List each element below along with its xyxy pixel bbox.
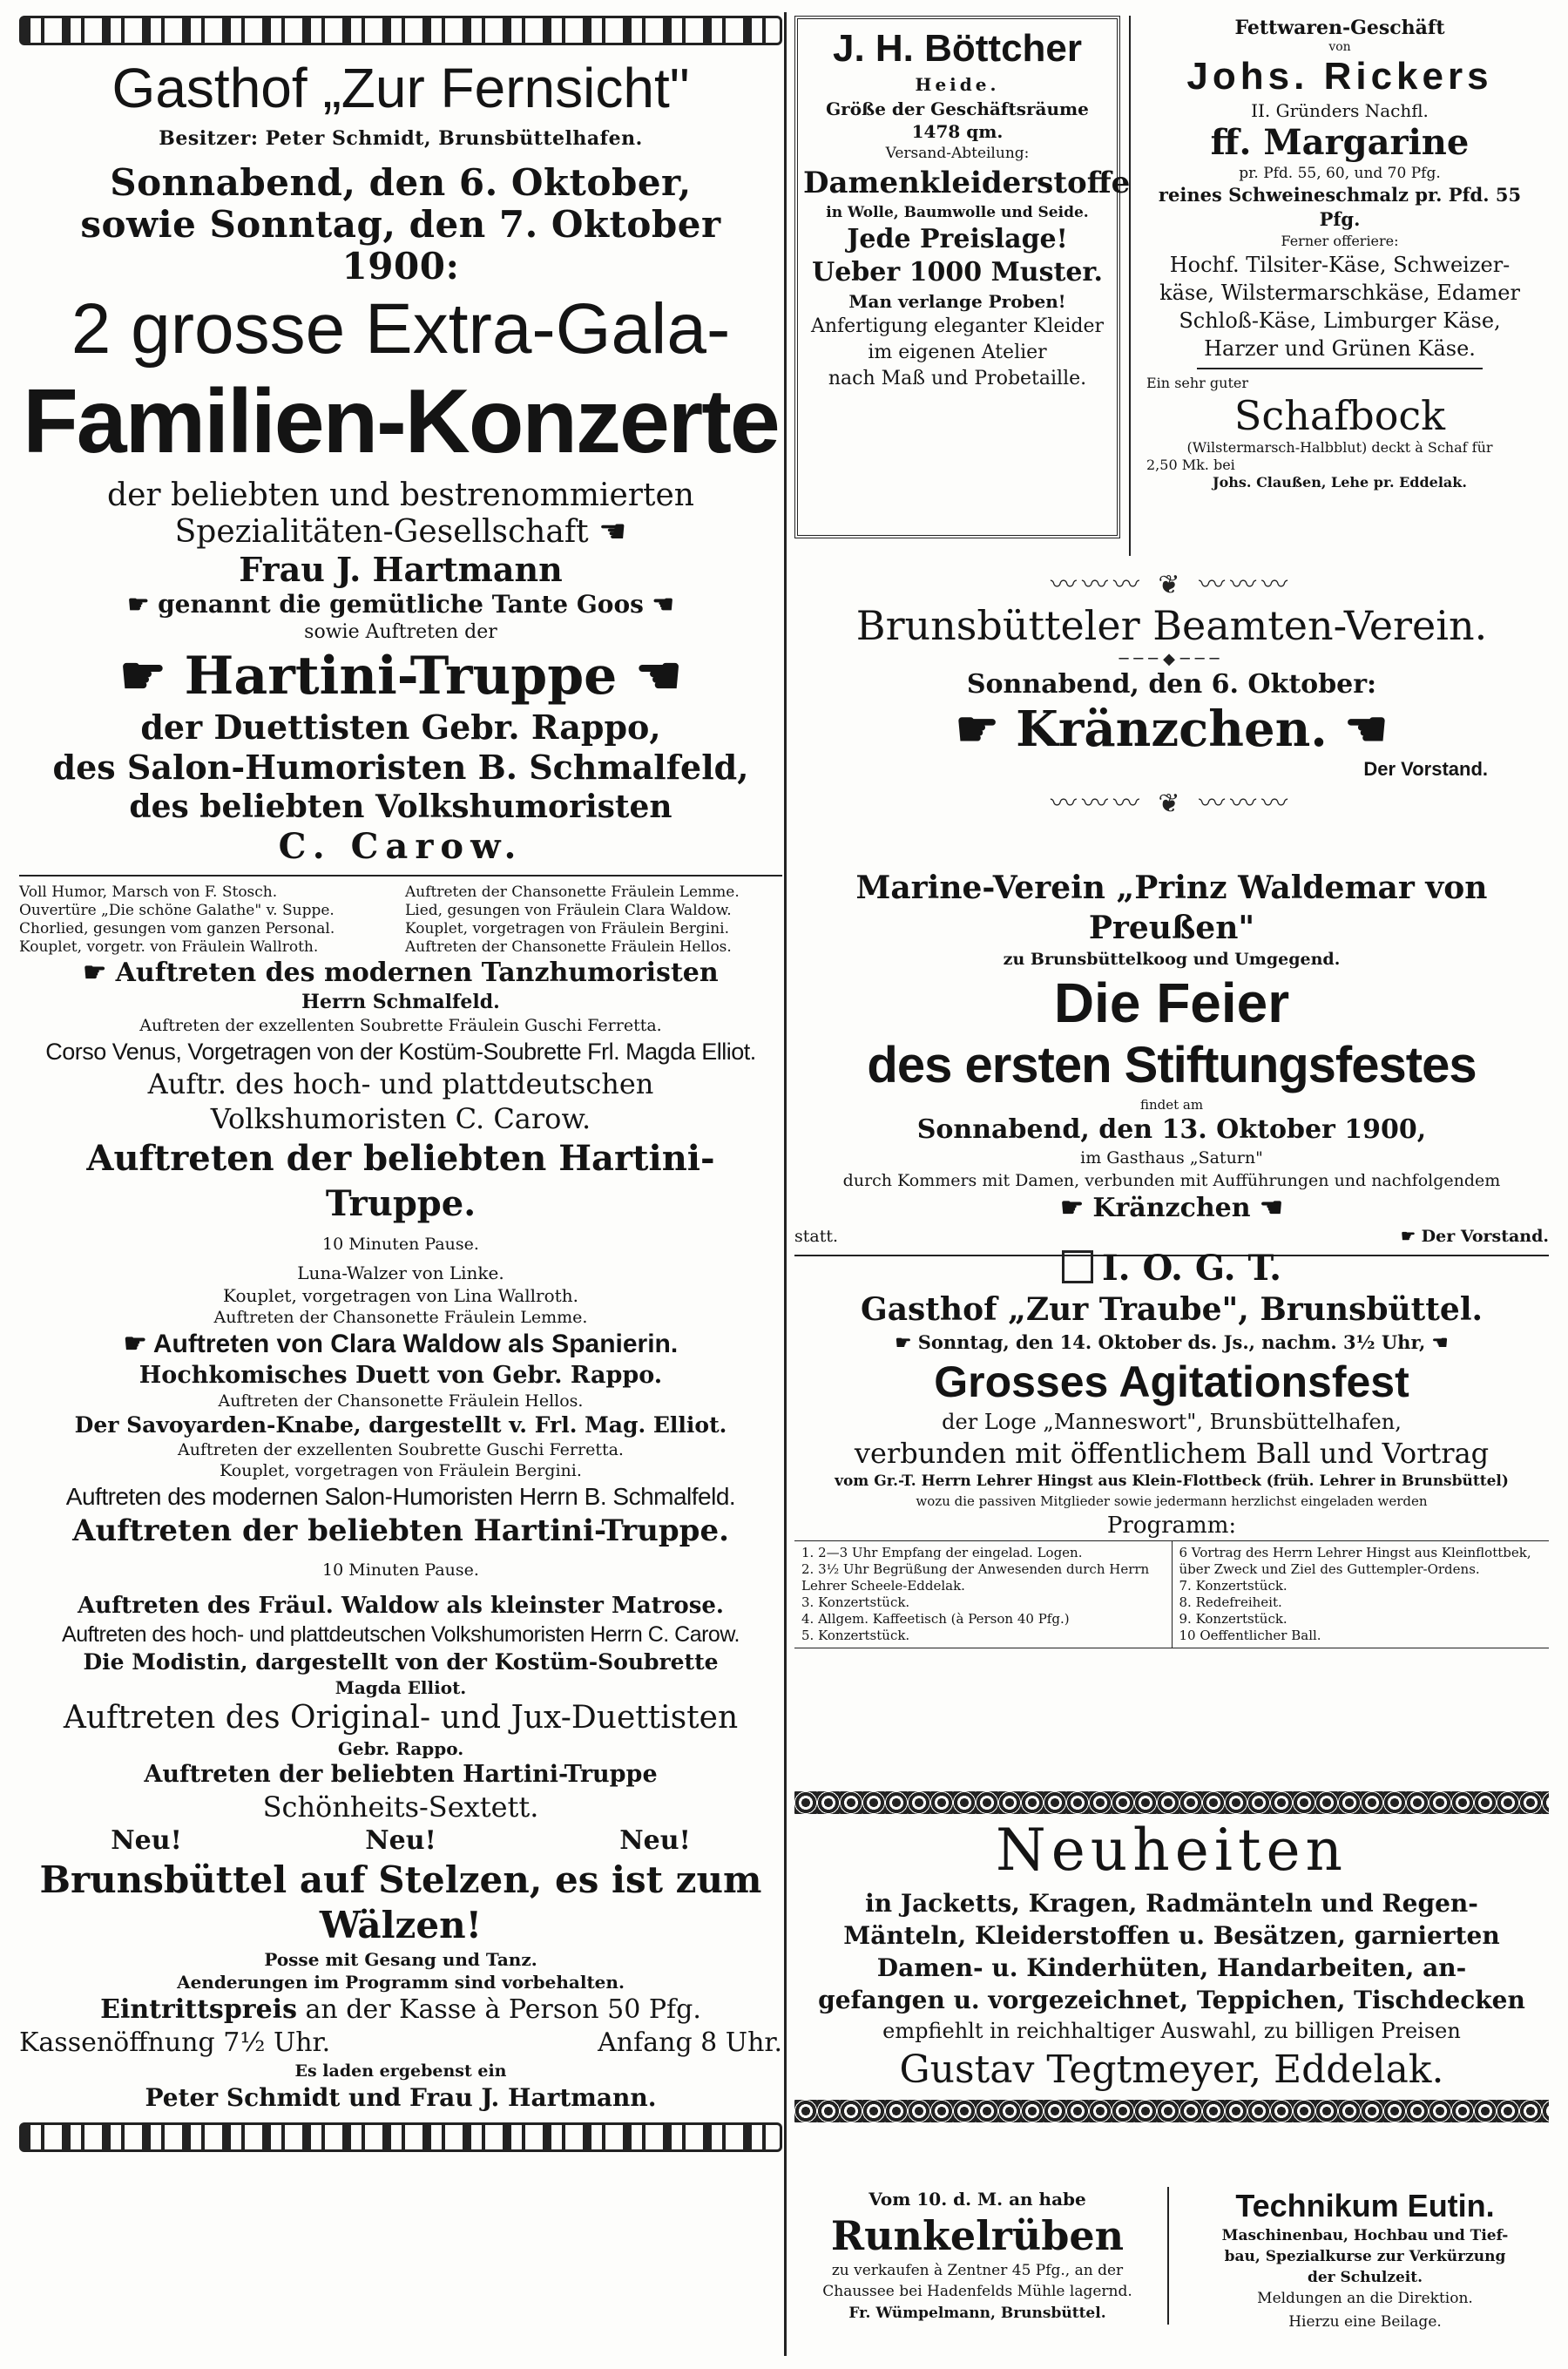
hartini-truppe: ☛ Hartini-Truppe ☚ xyxy=(19,645,782,707)
program-item: Auftreten der beliebten Hartini-Truppe xyxy=(144,1761,658,1788)
rickers-line: 2,50 Mk. bei xyxy=(1146,457,1235,473)
program-item: 3. Konzertstück. xyxy=(801,1594,910,1610)
marine-verein-ad xyxy=(794,868,1549,1263)
iogt-line: vom Gr.-T. Herrn Lehrer Hingst aus Klein-Flottbeck (früh. Lehrer in Brunsbüttel) xyxy=(835,1472,1509,1490)
program-item: 2. 3½ Uhr Begrüßung der Anwesenden durch Herrn Lehrer Scheele-Eddelak. xyxy=(801,1561,1150,1594)
line-sowie: sowie Auftreten der xyxy=(304,621,497,643)
program-item: Corso Venus, Vorgetragen von der Kostüm-Soubrette Frl. Magda Elliot. xyxy=(45,1039,756,1065)
rickers-line: pr. Pfd. 55, 60, und 70 Pfg. xyxy=(1239,165,1441,182)
program-item: 9. Konzertstück. xyxy=(1179,1611,1288,1627)
program-item: 6 Vortrag des Herrn Lehrer Hingst aus Kleinflottbek, über Zweck und Ziel des Guttempler-Ordens. xyxy=(1179,1545,1531,1577)
ornament-border xyxy=(794,1791,1549,1814)
program-item: ☛ Auftreten des modernen Tanzhumoristen xyxy=(19,957,782,990)
owner-line: Besitzer: Peter Schmidt, Brunsbüttelhafen. xyxy=(159,127,643,150)
marine-line: durch Kommers mit Damen, verbunden mit Aufführungen und nachfolgendem xyxy=(842,1171,1501,1190)
date-line-1: Sonnabend, den 6. Oktober, xyxy=(110,161,692,204)
marine-headline-1: Die Feier xyxy=(1053,971,1290,1034)
boettcher-line: Man verlange Proben! xyxy=(848,291,1066,312)
technikum-line: Meldungen an die Direktion. xyxy=(1257,2290,1473,2307)
iogt-programm: Programm: xyxy=(1106,1513,1237,1539)
flourish-icon: 〰〰〰 ❦ 〰〰〰 xyxy=(1050,789,1294,819)
beamten-date: Sonnabend, den 6. Oktober: xyxy=(966,669,1377,700)
line-hartmann: Frau J. Hartmann xyxy=(239,550,563,589)
program-item: Volkshumoristen C. Carow. xyxy=(210,1102,591,1135)
boettcher-line: nach Maß und Probetaille. xyxy=(828,368,1087,389)
neu-label: Neu! xyxy=(365,1825,436,1856)
marine-line: findet am xyxy=(1139,1097,1204,1113)
eintritt-price: an der Kasse à Person 50 Pfg. xyxy=(305,1994,701,2025)
program-item: Die Modistin, dargestellt von der Kostüm-Soubrette xyxy=(83,1649,719,1675)
iogt-line: der Loge „Manneswort", Brunsbüttelhafen, xyxy=(942,1410,1402,1434)
tegtmeyer-name: Gustav Tegtmeyer, Eddelak. xyxy=(899,2047,1444,2092)
program-item: Auftreten der exzellenten Soubrette Guschi Ferretta. xyxy=(178,1440,624,1459)
line-volkshumoristen: des beliebten Volkshumoristen xyxy=(129,789,672,825)
rickers-name: Johs. Rickers xyxy=(1186,55,1493,98)
boettcher-town: Heide. xyxy=(915,74,1000,95)
program-item: Kouplet, vorgetragen von Lina Wallroth. xyxy=(223,1285,578,1306)
iogt-line: verbunden mit öffentlichem Ball und Vortrag xyxy=(854,1437,1490,1470)
boettcher-line: in Wolle, Baumwolle und Seide. xyxy=(826,204,1089,221)
program-item: Der Savoyarden-Knabe, dargestellt v. Frl. Mag. Elliot. xyxy=(74,1412,727,1438)
program-item: 10 Oeffentlicher Ball. xyxy=(1179,1628,1321,1643)
program-item: Auftreten des modernen Salon-Humoristen Herrn B. Schmalfeld. xyxy=(65,1483,736,1510)
program-item: Auftr. des hoch- und plattdeutschen xyxy=(147,1067,654,1100)
tegtmeyer-line: Damen- u. Kinderhüten, Handarbeiten, an- xyxy=(876,1953,1467,1982)
technikum-ad xyxy=(1181,2187,1549,2335)
ornament-border xyxy=(794,2100,1549,2122)
rickers-line: von xyxy=(1328,40,1351,54)
tegtmeyer-line: Mänteln, Kleiderstoffen u. Besätzen, garnierten xyxy=(843,1921,1500,1950)
iogt-line: ☛ Sonntag, den 14. Oktober ds. Js., nachm. 3½ Uhr, ☚ xyxy=(794,1330,1549,1356)
wuempelmann-line: Chaussee bei Hadenfelds Mühle lagernd. xyxy=(822,2283,1132,2300)
headline-konzerte: Familien-Konzerte xyxy=(23,371,779,472)
marine-sub: zu Brunsbüttelkoog und Umgegend. xyxy=(1003,950,1341,969)
beilage-note: Hierzu eine Beilage. xyxy=(1288,2313,1442,2331)
program-item: Voll Humor, Marsch von F. Stosch. xyxy=(19,883,278,901)
program-item: ☛ Auftreten von Clara Waldow als Spanierin. xyxy=(19,1328,782,1361)
program-item: Luna-Walzer von Linke. xyxy=(297,1262,504,1283)
kassenoeffnung: Kassenöffnung 7½ Uhr. xyxy=(19,2027,331,2058)
technikum-line: bau, Spezialkurse zur Verkürzung xyxy=(1224,2248,1506,2265)
program-item: Magda Elliot. xyxy=(335,1677,467,1698)
program-item: Kouplet, vorgetragen von Fräulein Bergini. xyxy=(405,920,730,937)
program-item: Auftreten der beliebten Hartini-Truppe. xyxy=(72,1513,729,1548)
marine-date: Sonnabend, den 13. Oktober 1900, xyxy=(916,1114,1427,1145)
column-divider xyxy=(784,12,787,2356)
line-beliebten: der beliebten und bestrenommierten xyxy=(107,477,694,513)
boettcher-line: im eigenen Atelier xyxy=(868,342,1047,363)
program-item: Auftreten der Chansonette Fräulein Hellos. xyxy=(405,938,732,956)
line-humoristen: des Salon-Humoristen B. Schmalfeld, xyxy=(52,748,749,787)
tegtmeyer-line: gefangen u. vorgezeichnet, Teppichen, Tischdecken xyxy=(818,1986,1525,2014)
ad-title: Gasthof „Zur Fernsicht" xyxy=(112,57,690,119)
wuempelmann-sign: Fr. Wümpelmann, Brunsbüttel. xyxy=(848,2305,1106,2322)
signature-line: Peter Schmidt und Frau J. Hartmann. xyxy=(145,2083,657,2112)
program-item: Auftreten der Chansonette Fräulein Hellos. xyxy=(218,1391,584,1411)
line-tante-goos: ☛ genannt die gemütliche Tante Goos ☚ xyxy=(19,589,782,620)
beamten-title: Brunsbütteler Beamten-Verein. xyxy=(855,602,1488,649)
rickers-ad xyxy=(1129,16,1549,556)
program-part-1 xyxy=(19,883,782,957)
program-item: Gebr. Rappo. xyxy=(337,1738,464,1759)
beamten-event: ☛ Kränzchen. ☚ xyxy=(794,701,1549,757)
rickers-line: Ferner offeriere: xyxy=(1281,233,1399,249)
iogt-line: Gasthof „Zur Traube", Brunsbüttel. xyxy=(860,1291,1484,1328)
wuempelmann-ad xyxy=(794,2187,1169,2325)
rickers-line: reines Schweineschmalz pr. Pfd. 55 Pfg. xyxy=(1158,184,1522,230)
tegtmeyer-ad xyxy=(794,1791,1549,2122)
beamten-verein-ad xyxy=(794,563,1549,820)
neu-label: Neu! xyxy=(111,1825,182,1856)
program-item: Auftreten des hoch- und plattdeutschen Volkshumoristen Herrn C. Carow. xyxy=(62,1622,740,1647)
rickers-line: (Wilstermarsch-Halbblut) deckt à Schaf für xyxy=(1186,439,1493,456)
right-column xyxy=(794,16,1549,2353)
program-item: Hochkomisches Duett von Gebr. Rappo. xyxy=(139,1362,663,1389)
boettcher-line: Ueber 1000 Muster. xyxy=(812,257,1103,288)
pause-line: 10 Minuten Pause. xyxy=(322,1560,479,1580)
iogt-ad xyxy=(794,1248,1549,1648)
iogt-line: wozu die passiven Mitglieder sowie jedermann herzlichst eingeladen werden xyxy=(916,1493,1428,1509)
date-line-2: sowie Sonntag, den 7. Oktober 1900: xyxy=(80,203,721,288)
eintritt-label: Eintrittspreis xyxy=(100,1994,297,2025)
boettcher-name: J. H. Böttcher xyxy=(832,27,1083,70)
program-item: 4. Allgem. Kaffeetisch (à Person 40 Pfg.) xyxy=(801,1611,1070,1627)
line-duettisten: der Duettisten Gebr. Rappo, xyxy=(140,707,661,747)
divider xyxy=(1197,368,1483,369)
ornament-border-top xyxy=(19,16,782,45)
program-item: Schönheits-Sextett. xyxy=(262,1790,539,1824)
program-item: Lied, gesungen von Fräulein Clara Waldow. xyxy=(405,902,732,919)
times-row xyxy=(19,2027,782,2060)
wuempelmann-headline: Runkelrüben xyxy=(830,2212,1125,2259)
flourish-icon: ───◆─── xyxy=(1119,650,1225,668)
rickers-line: II. Gründers Nachfl. xyxy=(1251,100,1429,121)
wuempelmann-line: Vom 10. d. M. an habe xyxy=(868,2189,1086,2210)
program-item: Auftreten des Original- und Jux-Duettisten xyxy=(63,1700,739,1736)
program-item: Auftreten der Chansonette Fräulein Lemme. xyxy=(213,1308,588,1327)
neu-label: Neu! xyxy=(619,1825,691,1856)
marine-line: im Gasthaus „Saturn" xyxy=(1080,1148,1263,1168)
checkbox-square-icon xyxy=(1062,1250,1093,1283)
boettcher-line: Anfertigung eleganter Kleider xyxy=(810,315,1105,337)
tegtmeyer-title: Neuheiten xyxy=(995,1817,1348,1884)
rickers-line: Schloß-Käse, Limburger Käse, xyxy=(1179,308,1501,333)
divider xyxy=(19,875,782,877)
iogt-title-row xyxy=(794,1248,1549,1289)
program-item: Kouplet, vorgetragen von Fräulein Bergini. xyxy=(220,1461,582,1480)
marine-statt: statt. xyxy=(794,1227,839,1246)
tegtmeyer-line: in Jacketts, Kragen, Radmänteln und Regen- xyxy=(865,1889,1478,1918)
program-item: Auftreten der beliebten Hartini-Truppe. xyxy=(86,1138,715,1224)
boettcher-line: Größe der Geschäftsräume xyxy=(826,98,1089,119)
marine-footer xyxy=(794,1225,1549,1248)
rickers-margarine: ff. Margarine xyxy=(1210,122,1470,163)
program-item: Auftreten der exzellenten Soubrette Fräulein Guschi Ferretta. xyxy=(139,1016,662,1035)
pause-line: 10 Minuten Pause. xyxy=(322,1235,479,1254)
program-item: 8. Redefreiheit. xyxy=(1179,1594,1282,1610)
rickers-line: Hochf. Tilsiter-Käse, Schweizer- xyxy=(1169,253,1511,277)
technikum-title: Technikum Eutin. xyxy=(1235,2188,1495,2223)
program-item: Chorlied, gesungen vom ganzen Personal. xyxy=(19,920,335,937)
program-item: Ouvertüre „Die schöne Galathe" v. Suppe. xyxy=(19,902,335,919)
technikum-line: der Schulzeit. xyxy=(1307,2269,1423,2286)
boettcher-line: Jede Preislage! xyxy=(847,224,1068,254)
marine-title: Marine-Verein „Prinz Waldemar von Preußen" xyxy=(855,870,1488,946)
beamten-sign: Der Vorstand. xyxy=(1363,758,1488,780)
boettcher-line: Versand-Abteilung: xyxy=(885,145,1030,162)
flourish-icon: 〰〰〰 ❦ 〰〰〰 xyxy=(1050,570,1294,600)
program-item: Kouplet, vorgetr. von Fräulein Wallroth. xyxy=(19,938,319,956)
aenderungen-line: Aenderungen im Programm sind vorbehalten. xyxy=(177,1972,625,1993)
rickers-line: käse, Wilstermarschkäse, Edamer xyxy=(1159,281,1520,305)
invite-line: Es laden ergebenst ein xyxy=(294,2061,507,2081)
rickers-schafbock: Schafbock xyxy=(1233,392,1446,439)
wuempelmann-line: zu verkaufen à Zentner 45 Pfg., an der xyxy=(831,2262,1124,2279)
eintritt-line xyxy=(19,1993,782,2027)
rickers-line: Ein sehr guter xyxy=(1146,375,1248,391)
tegtmeyer-line: empfiehlt in reichhaltiger Auswahl, zu billigen Preisen xyxy=(882,2019,1461,2043)
rickers-line: Harzer und Grünen Käse. xyxy=(1204,336,1476,361)
rickers-line: Johs. Claußen, Lehe pr. Eddelak. xyxy=(1213,474,1467,491)
neu-row xyxy=(19,1824,782,1858)
marine-headline-2: des ersten Stiftungsfestes xyxy=(867,1037,1477,1093)
program-item: 7. Konzertstück. xyxy=(1179,1578,1288,1594)
iogt-headline: Grosses Agitationsfest xyxy=(934,1357,1409,1406)
program-item: 5. Konzertstück. xyxy=(801,1628,910,1643)
boettcher-line: 1478 qm. xyxy=(911,121,1004,142)
marine-sign: ☛ Der Vorstand. xyxy=(1401,1225,1549,1248)
anfang: Anfang 8 Uhr. xyxy=(598,2027,782,2058)
headline-gala: 2 grosse Extra-Gala- xyxy=(71,289,731,369)
iogt-title: I. O. G. T. xyxy=(1101,1248,1282,1289)
marine-kraenzchen: ☛ Kränzchen ☚ xyxy=(794,1192,1549,1225)
technikum-line: Maschinenbau, Hochbau und Tief- xyxy=(1221,2227,1509,2244)
boettcher-ad xyxy=(794,16,1131,538)
rickers-line: Fettwaren-Geschäft xyxy=(1234,17,1445,39)
boettcher-headline: Damenkleiderstoffe xyxy=(803,166,1131,200)
posse-line: Posse mit Gesang und Tanz. xyxy=(264,1949,537,1970)
gasthof-fernsicht-ad xyxy=(19,16,782,2353)
line-carow: C. Carow. xyxy=(278,826,524,867)
line-gesellschaft: Spezialitäten-Gesellschaft ☚ xyxy=(19,514,782,551)
iogt-program-table xyxy=(794,1540,1549,1648)
program-item: Auftreten der Chansonette Fräulein Lemme. xyxy=(405,883,740,901)
program-item: 1. 2—3 Uhr Empfang der eingelad. Logen. xyxy=(801,1545,1083,1560)
stelzen-headline: Brunsbüttel auf Stelzen, es ist zum Wälzen! xyxy=(39,1858,762,1946)
program-item: Auftreten des Fräul. Waldow als kleinster Matrose. xyxy=(78,1593,724,1619)
program-item: Herrn Schmalfeld. xyxy=(301,991,500,1013)
ornament-border-bottom xyxy=(19,2122,782,2152)
